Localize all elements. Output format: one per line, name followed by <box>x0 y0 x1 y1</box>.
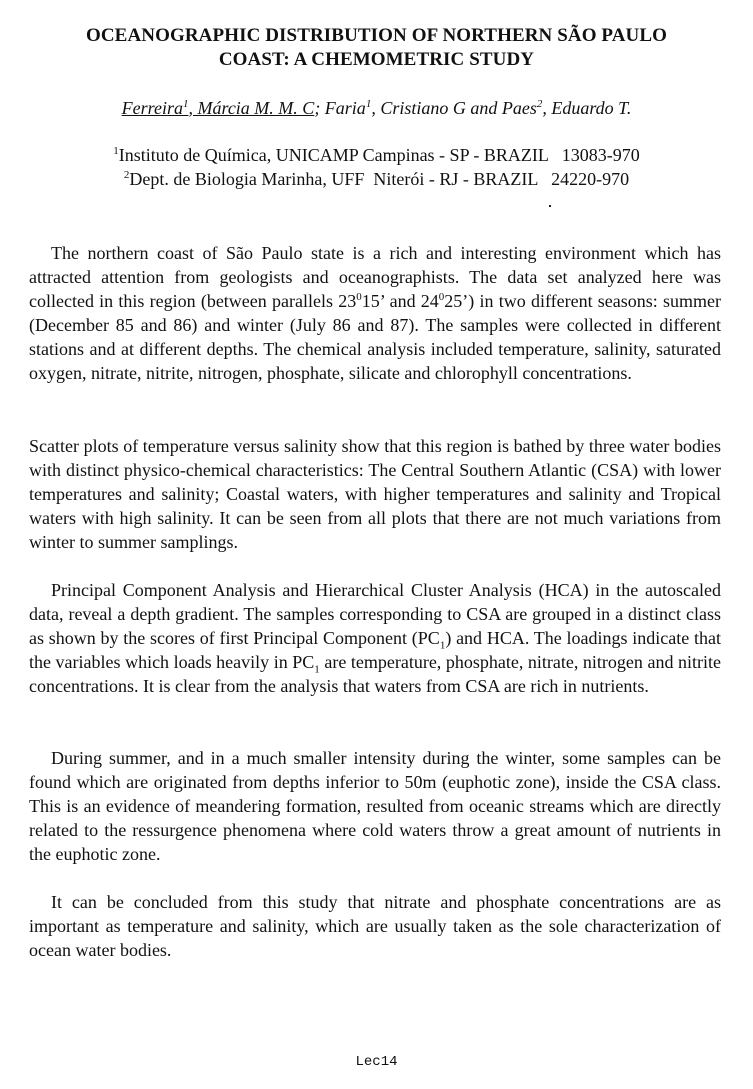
title-line-1: OCEANOGRAPHIC DISTRIBUTION OF NORTHERN SÃO PAULO <box>85 25 668 46</box>
page-footer-code: Lec14 <box>355 1054 398 1070</box>
affiliation-2-mark: 2 <box>123 169 130 181</box>
paragraph-1-text-c: 25’) in two different seasons: summer (December 85 and 86) and winter (July 86 and 87). The samples were collected in different stations and at different depths. The chemical analysis included temperature, salinity, saturated oxygen, nitrate, nitrite, nitrogen, phosphate, silicate and chlorophyll concentrations. <box>29 291 721 383</box>
affiliation-2 <box>40 168 713 190</box>
author-1-affil-mark: 1 <box>182 98 189 110</box>
author-2-affil-mark: 1 <box>365 98 372 110</box>
affiliation-2-text: Dept. de Biologia Marinha, UFF Niterói - RJ - BRAZIL 24220-970 <box>129 169 630 189</box>
author-1-surname: Ferreira <box>121 98 183 118</box>
paragraph-2: Scatter plots of temperature versus salinity show that this region is bathed by three water bodies with distinct physico-chemical characteristics: The Central Southern Atlantic (CSA) with lower temperatures and salinity; Coastal waters, with higher temperatures and salinity and Tropical waters with high salinity. It can be seen from all plots that there are not much variations from winter to summer samplings. <box>29 436 721 552</box>
subscript: 1 <box>439 639 446 652</box>
paragraph-3 <box>29 578 721 698</box>
degree-mark: 0 <box>438 291 445 303</box>
author-3-given: , Eduardo T. <box>542 98 632 118</box>
author-1-given: , Márcia M. M. C <box>188 98 315 118</box>
author-3-affil-mark: 2 <box>536 98 543 110</box>
paragraph-3-text-c: are temperature, phosphate, nitrate, nitrogen and nitrite concentrations. It is clear from the analysis that waters from CSA are rich in nutrients. <box>29 652 722 696</box>
author-2-given: , Cristiano G and Paes <box>371 98 537 118</box>
affiliation-1-mark: 1 <box>113 145 119 157</box>
paragraph-3-text-b: ) and HCA. The loadings indicate that the variables which loads heavily in PC <box>29 628 721 672</box>
paragraph-4 <box>29 746 721 866</box>
paragraph-1-text-a: The northern coast of São Paulo state is a rich and interesting environment which has attracted attention from geologists and oceanographists. The data set analyzed here was collected in this region (between parallels 23 <box>29 243 721 311</box>
paragraph-1-text-b: 15’ and 24 <box>361 291 439 311</box>
paper-title <box>40 24 713 72</box>
author-2-surname: ; Faria <box>314 98 366 118</box>
subscript: 1 <box>314 663 320 676</box>
paragraph-3-text-a: Principal Component Analysis and Hierarchical Cluster Analysis (HCA) in the autoscaled data, reveal a depth gradient. The samples corresponding to CSA are grouped in a distinct class as shown by the scores of first Principal Component (PC <box>29 580 721 648</box>
paragraph-5-text: It can be concluded from this study that nitrate and phosphate concentrations are as important as temperature and salinity, which are usually taken as the sole characterization of ocean water bodies. <box>29 892 721 960</box>
affiliation-1 <box>40 144 713 166</box>
degree-mark: 0 <box>356 291 362 303</box>
paragraph-4-text: During summer, and in a much smaller intensity during the winter, some samples can be found which are originated from depths inferior to 50m (euphotic zone), inside the CSA class. This is an evidence of meandering formation, resulted from oceanic streams which are directly related to the ressurgence phenomena where cold waters throw a great amount of nutrients in the euphotic zone. <box>29 748 721 864</box>
paragraph-1 <box>29 241 721 385</box>
affiliation-1-text: Instituto de Química, UNICAMP Campinas - SP - BRAZIL 13083-970 <box>118 145 640 165</box>
paragraph-5 <box>29 890 721 962</box>
author-1 <box>122 98 315 118</box>
scan-speck <box>549 205 551 207</box>
author-list <box>40 97 713 119</box>
title-line-2: COAST: A CHEMOMETRIC STUDY <box>218 49 535 70</box>
